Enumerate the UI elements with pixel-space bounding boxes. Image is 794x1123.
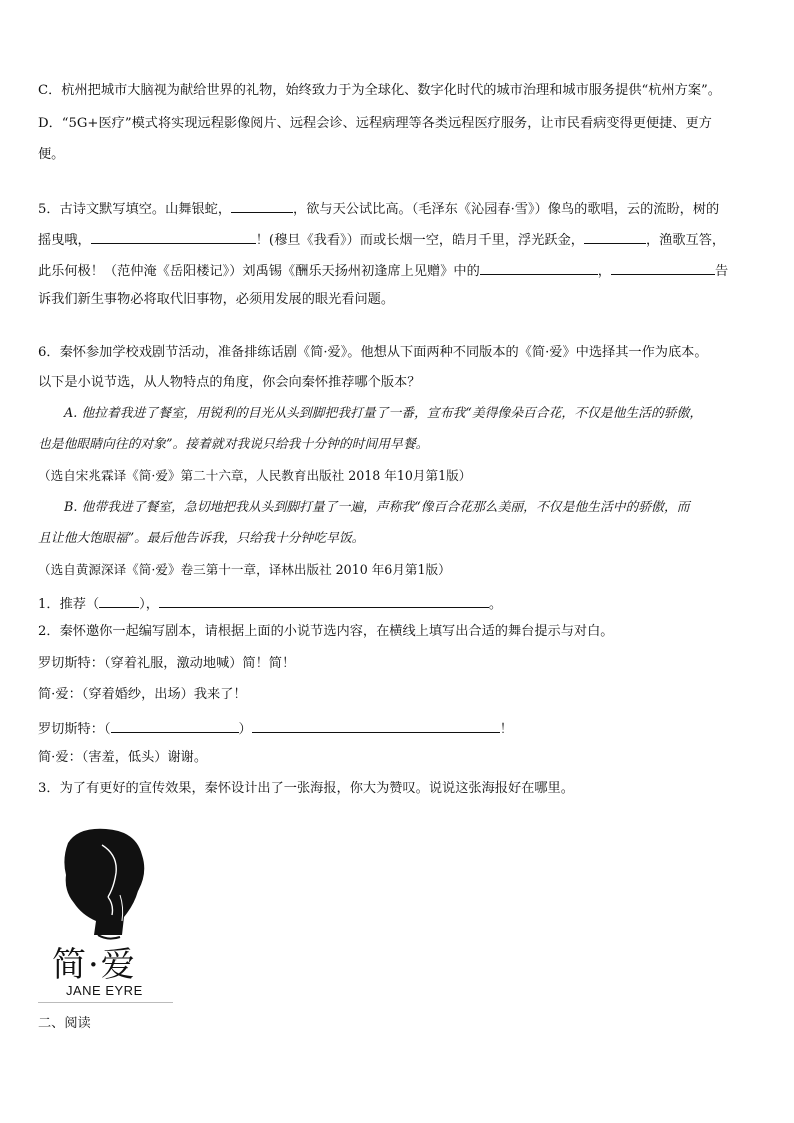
q5-line1: 5．古诗文默写填空。山舞银蛇， ，欲与天公试比高。（毛泽东《沁园春·雪》）像鸟的歌唱，云的流盼，树的 <box>38 198 719 219</box>
answer-blank[interactable] <box>231 198 293 213</box>
version-b-line1: B. 他带我进了餐室，急切地把我从头到脚打量了一遍，声称我“像百合花那么美丽，不仅是他生活中的骄傲，而 <box>64 500 690 515</box>
answer-blank[interactable] <box>611 260 715 275</box>
version-a-line1: A. 他拉着我进了餐室，用锐利的目光从头到脚把我打量了一番，宣布我“美得像朵百合花，不仅是他生活的骄傲， <box>64 406 703 421</box>
poster-title: 简·爱 <box>52 945 137 985</box>
version-b-source: （选自黄源深译《简·爱》卷三第十一章，译林出版社 2010 年6月第1版） <box>38 562 451 577</box>
reason-blank[interactable] <box>159 593 489 608</box>
answer-blank[interactable] <box>584 229 646 244</box>
script-rochester-2: 罗切斯特：（ ） ！ <box>38 718 513 739</box>
q6-intro-line2: 以下是小说节选，从人物特点的角度，你会向秦怀推荐哪个版本？ <box>38 375 421 390</box>
version-a-source: （选自宋兆霖译《简·爱》第二十六章，人民教育出版社 2018 年10月第1版） <box>38 468 472 483</box>
q5-line2: 摇曳哦， ！(穆旦《我看》）而或长烟一空，皓月千里，浮光跃金， ，渔歌互答， <box>38 229 725 250</box>
option-c: C．杭州把城市大脑视为献给世界的礼物，始终致力于为全球化、数字化时代的城市治理和城市服务提供“杭州方案”。 <box>38 83 721 98</box>
answer-blank[interactable] <box>91 229 256 244</box>
script-rochester-1: 罗切斯特：（穿着礼服，激动地喊）简！简！ <box>38 656 296 671</box>
silhouette-icon <box>38 825 178 945</box>
stage-direction-blank[interactable] <box>111 718 239 733</box>
jane-eyre-poster <box>38 825 178 1005</box>
version-a-line2: 也是他眼睛向往的对象”。接着就对我说只给我十分钟的时间用早餐。 <box>38 437 429 452</box>
divider <box>38 1002 173 1003</box>
q5-line4: 诉我们新生事物必将取代旧事物，必须用发展的眼光看问题。 <box>38 292 395 307</box>
sub3-line: 3．为了有更好的宣传效果，秦怀设计出了一张海报，你大为赞叹。说说这张海报好在哪里。 <box>38 781 574 796</box>
sub2-line: 2．秦怀邀你一起编写剧本，请根据上面的小说节选内容，在横线上填写出合适的舞台提示与对白。 <box>38 624 614 639</box>
script-jane-2: 简·爱：（害羞，低头）谢谢。 <box>38 750 208 765</box>
section-heading: 二、阅读 <box>38 1016 91 1031</box>
dialogue-blank[interactable] <box>252 718 500 733</box>
poster-subtitle: JANE EYRE <box>66 983 143 998</box>
q6-intro-line1: 6．秦怀参加学校戏剧节活动，准备排练话剧《简·爱》。他想从下面两种不同版本的《简·爱》中选择其一作为底本。 <box>38 345 708 360</box>
version-b-line2: 且让他大饱眼福”。最后他告诉我，只给我十分钟吃早饭。 <box>38 531 365 546</box>
answer-blank[interactable] <box>480 260 598 275</box>
option-d-line2: 便。 <box>38 147 65 162</box>
sub1-line: 1．推荐（ ）， 。 <box>38 593 502 614</box>
q5-line3: 此乐何极！（范仲淹《岳阳楼记》）刘禹锡《酬乐天扬州初逢席上见赠》中的 ， 告 <box>38 260 728 281</box>
option-d-line1: D．“5G+医疗”模式将实现远程影像阅片、远程会诊、远程病理等各类远程医疗服务，让市民看病变得更便捷、更方 <box>38 116 712 131</box>
script-jane-1: 简·爱：（穿着婚纱，出场）我来了！ <box>38 687 247 702</box>
recommend-blank[interactable] <box>99 593 139 608</box>
